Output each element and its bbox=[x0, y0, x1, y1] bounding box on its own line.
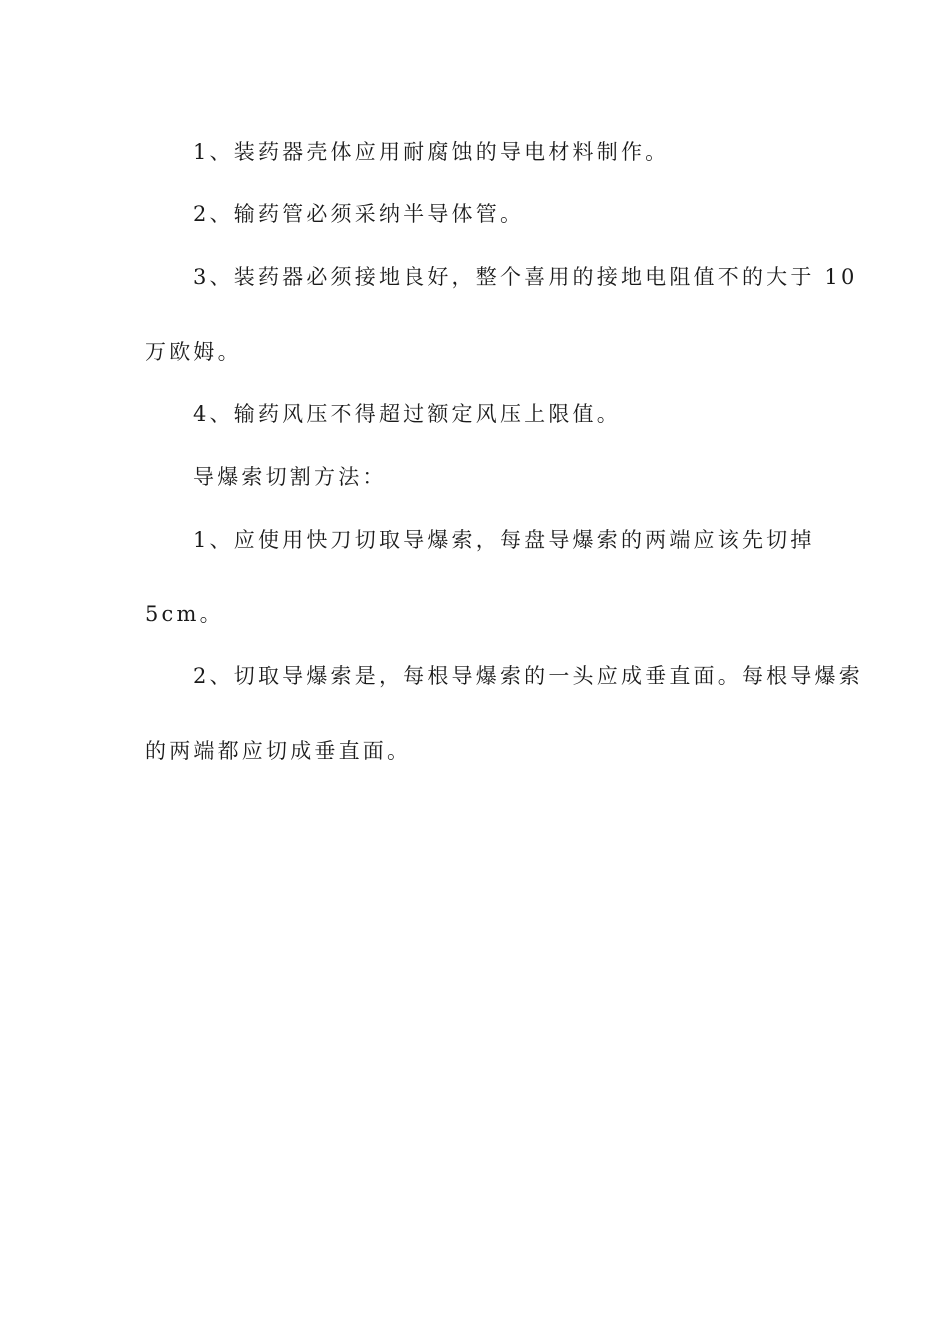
paragraph-line-6-continuation: 的两端都应切成垂直面。 bbox=[145, 739, 412, 763]
paragraph-line-3: 3、装药器必须接地良好，整个喜用的接地电阻值不的大于 10 bbox=[193, 265, 858, 289]
paragraph-line-4: 4、输药风压不得超过额定风压上限值。 bbox=[193, 402, 621, 426]
paragraph-line-2: 2、输药管必须采纳半导体管。 bbox=[193, 202, 525, 226]
paragraph-line-5-continuation: 5cm。 bbox=[145, 602, 224, 626]
section-heading: 导爆索切割方法： bbox=[193, 465, 387, 489]
paragraph-line-3-continuation: 万欧姆。 bbox=[145, 340, 242, 364]
paragraph-line-1: 1、装药器壳体应用耐腐蚀的导电材料制作。 bbox=[193, 140, 670, 164]
paragraph-line-6: 2、切取导爆索是，每根导爆索的一头应成垂直面。每根导爆索 bbox=[193, 664, 863, 688]
paragraph-line-5: 1、应使用快刀切取导爆索，每盘导爆索的两端应该先切掉 bbox=[193, 528, 815, 552]
